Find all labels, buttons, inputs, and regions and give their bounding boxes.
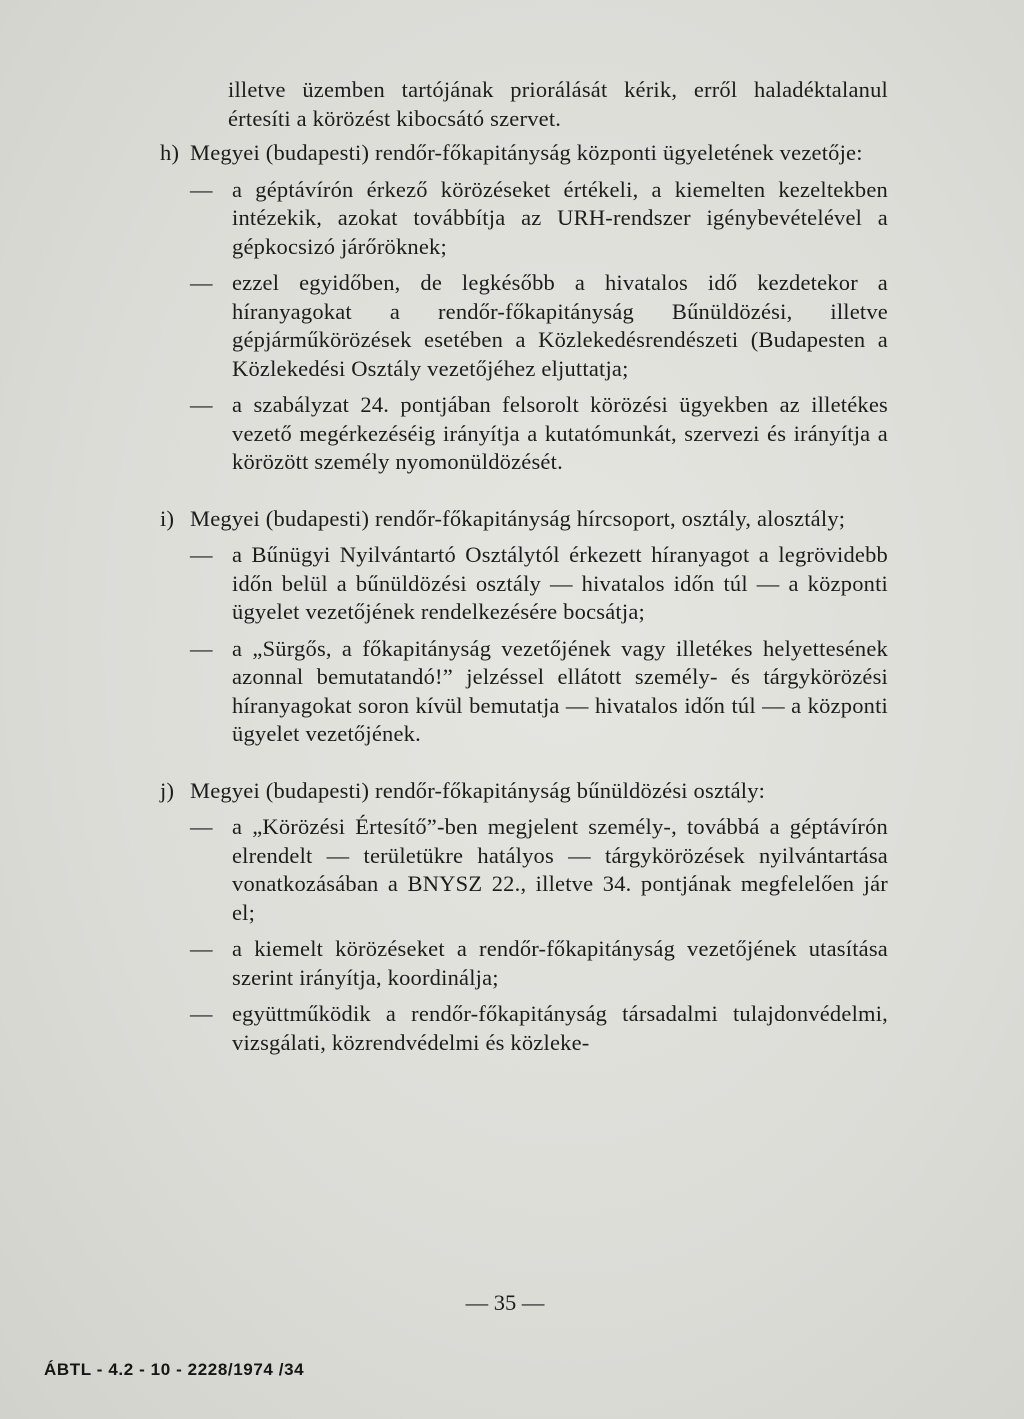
section-heading-text: Megyei (budapesti) rendőr-főkapitányság bűnüldözési osztály: — [190, 777, 766, 803]
section-i-heading — [160, 505, 888, 534]
dash-marker: — — [190, 270, 213, 295]
section-label: i) — [160, 505, 175, 531]
dash-marker: — — [190, 1001, 213, 1026]
list-item — [160, 176, 888, 262]
list-item-text: a „Sürgős, a főkapitányság vezetőjének vagy illetékes helyettesének azonnal bemutatandó!” jelzéssel ellátott személy- és tárgykörözési híranyagokat soron kívül bemutatja — hivatalos időn túl — a központi ügyelet vezetőjének. — [232, 635, 888, 746]
section-h-heading — [160, 139, 888, 168]
list-item-text: a „Körözési Értesítő”-ben megjelent személy-, továbbá a géptávírón elrendelt — területükre hatályos — tárgykörözések nyilvántartása vonatkozásában a BNYSZ 22., illetve 34. pontjának megfelelően jár el; — [232, 814, 888, 925]
intro-paragraph: illetve üzemben tartójának priorálását kérik, erről haladéktalanul értesíti a körözést kibocsátó szervet. — [228, 77, 888, 131]
list-item-text: a kiemelt körözéseket a rendőr-főkapitányság vezetőjének utasítása szerint irányítja, koordinálja; — [232, 936, 888, 990]
section-label: j) — [160, 777, 175, 803]
section-label: h) — [160, 140, 180, 165]
body-text — [160, 76, 888, 1057]
dash-marker: — — [190, 635, 213, 661]
list-item — [160, 813, 888, 927]
list-item-text: a Bűnügyi Nyilvántartó Osztálytól érkezett híranyagot a legrövidebb időn belül a bűnüldözési osztály — hivatalos időn túl — a központi ügyelet vezetőjének rendelkezésére bocsátja; — [232, 542, 888, 624]
list-item — [160, 935, 888, 992]
page-number: — 35 — — [465, 1290, 545, 1315]
archive-reference: ÁBTL - 4.2 - 10 - 2228/1974 /34 — [44, 1360, 305, 1379]
list-item-text: ezzel egyidőben, de legkésőbb a hivatalos idő kezdetekor a híranyagokat a rendőr-főkapitányság Bűnüldözési, illetve gépjárműkörözések esetében a Közlekedésrendészeti (Budapesten a Közlekedési Osztály vezetőjéhez eljuttatja; — [232, 270, 888, 381]
list-item-text: a géptávírón érkező körözéseket értékeli, a kiemelten kezeltekben intézekik, azokat továbbítja az URH-rendszer igénybevételével a gépkocsizó járőröknek; — [232, 176, 888, 259]
section-heading-text: Megyei (budapesti) rendőr-főkapitányság hírcsoport, osztály, alosztály; — [190, 505, 846, 531]
dash-marker: — — [190, 176, 213, 202]
list-item — [160, 541, 888, 627]
dash-marker: — — [190, 542, 213, 567]
section-heading-text: Megyei (budapesti) rendőr-főkapitányság központi ügyeletének vezetője: — [190, 140, 863, 165]
list-item-text: együttműködik a rendőr-főkapitányság társadalmi tulajdonvédelmi, vizsgálati, közrendvédelmi és közleke- — [232, 1001, 888, 1055]
dash-marker: — — [190, 392, 213, 417]
list-item — [160, 1000, 888, 1057]
section-j-heading — [160, 777, 888, 806]
dash-marker: — — [190, 814, 213, 839]
list-item — [160, 269, 888, 383]
list-item — [160, 635, 888, 749]
list-item — [160, 391, 888, 477]
list-item-text: a szabályzat 24. pontjában felsorolt körözési ügyekben az illetékes vezető megérkezéséig irányítja a kutatómunkát, szervezi és irányítja a körözött személy nyomonüldözését. — [232, 392, 888, 474]
dash-marker: — — [190, 936, 213, 961]
